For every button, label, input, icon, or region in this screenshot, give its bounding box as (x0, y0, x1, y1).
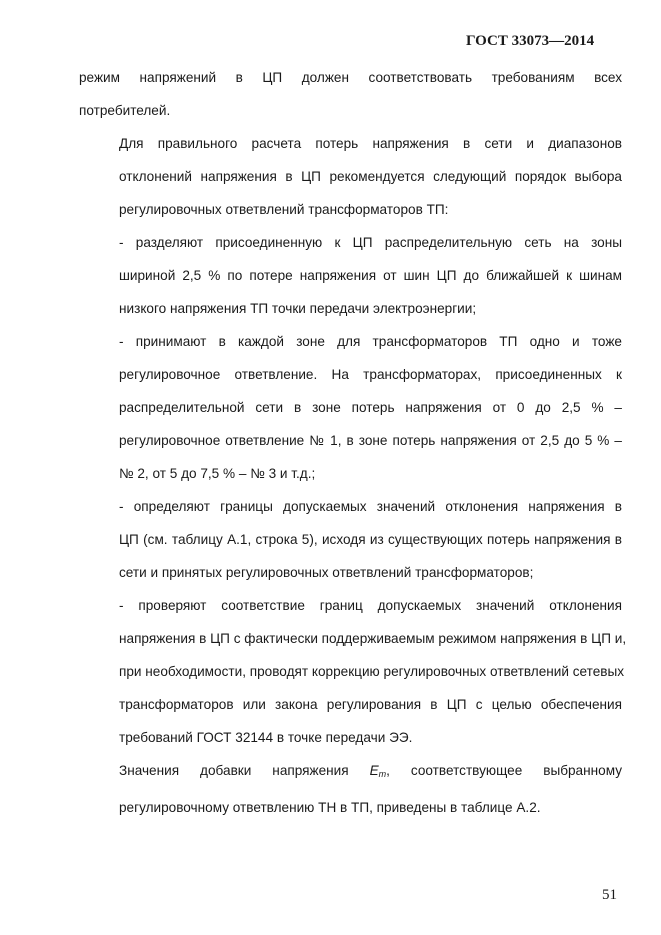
paragraph-4 (79, 325, 622, 490)
text-line: шириной 2,5 % по потере напряжения от шин ЦП до ближайшей к шинам (119, 268, 622, 283)
text-line: регулировочное ответвление. На трансформаторах, присоединенных к (119, 367, 622, 382)
text-line: ЦП (см. таблицу А.1, строка 5), исходя из существующих потерь напряжения в (119, 532, 622, 547)
paragraph-6 (79, 589, 627, 754)
paragraph-7 (79, 754, 622, 824)
text-line: № 2, от 5 до 7,5 % – № 3 и т.д.; (119, 466, 316, 481)
text-fragment: Значения добавки напряжения (119, 763, 349, 778)
paragraph-5 (79, 490, 622, 589)
text-line: при необходимости, проводят коррекцию регулировочных ответвлений сетевых (119, 664, 625, 679)
text-line: отклонений напряжения в ЦП рекомендуется следующий порядок выбора (119, 169, 622, 184)
text-line: потребителей. (79, 103, 171, 118)
text-line: - проверяют соответствие границ допускаемых значений отклонения (119, 598, 622, 613)
voltage-symbol: $E_т$ (369, 763, 387, 779)
paragraph-2 (79, 127, 622, 226)
document-body (79, 61, 627, 824)
paragraph-1 (79, 61, 622, 127)
text-line: режим напряжений в ЦП должен соответствовать требованиям всех (79, 70, 622, 85)
text-line: напряжения в ЦП с фактически поддерживаемым режимом напряжения в ЦП и, (119, 631, 627, 646)
paragraph-3 (79, 226, 622, 325)
text-line: низкого напряжения ТП точки передачи электроэнергии; (119, 301, 477, 316)
text-line: распределительной сети в зоне потерь напряжения от 0 до 2,5 % – (119, 400, 622, 415)
text-fragment: , соответствующее выбранному (386, 763, 622, 778)
page-number: 51 (602, 887, 617, 903)
text-line: регулировочное ответвление № 1, в зоне потерь напряжения от 2,5 до 5 % – (119, 433, 622, 448)
text-line: сети и принятых регулировочных ответвлений трансформаторов; (119, 565, 534, 580)
text-line: регулировочному ответвлению ТН в ТП, приведены в таблице А.2. (119, 800, 541, 815)
text-line: регулировочных ответвлений трансформаторов ТП: (119, 202, 449, 217)
document-code-header: ГОСТ 33073—2014 (466, 33, 595, 49)
text-line: Для правильного расчета потерь напряжения в сети и диапазонов (119, 136, 622, 151)
text-line: - определяют границы допускаемых значений отклонения напряжения в (119, 499, 622, 514)
text-line: трансформаторов или закона регулирования в ЦП с целью обеспечения (119, 697, 622, 712)
text-line: - принимают в каждой зоне для трансформаторов ТП одно и тоже (119, 334, 622, 349)
text-line: требований ГОСТ 32144 в точке передачи ЭЭ. (119, 730, 413, 745)
text-line (79, 754, 622, 791)
text-line: - разделяют присоединенную к ЦП распределительную сеть на зоны (119, 235, 622, 250)
